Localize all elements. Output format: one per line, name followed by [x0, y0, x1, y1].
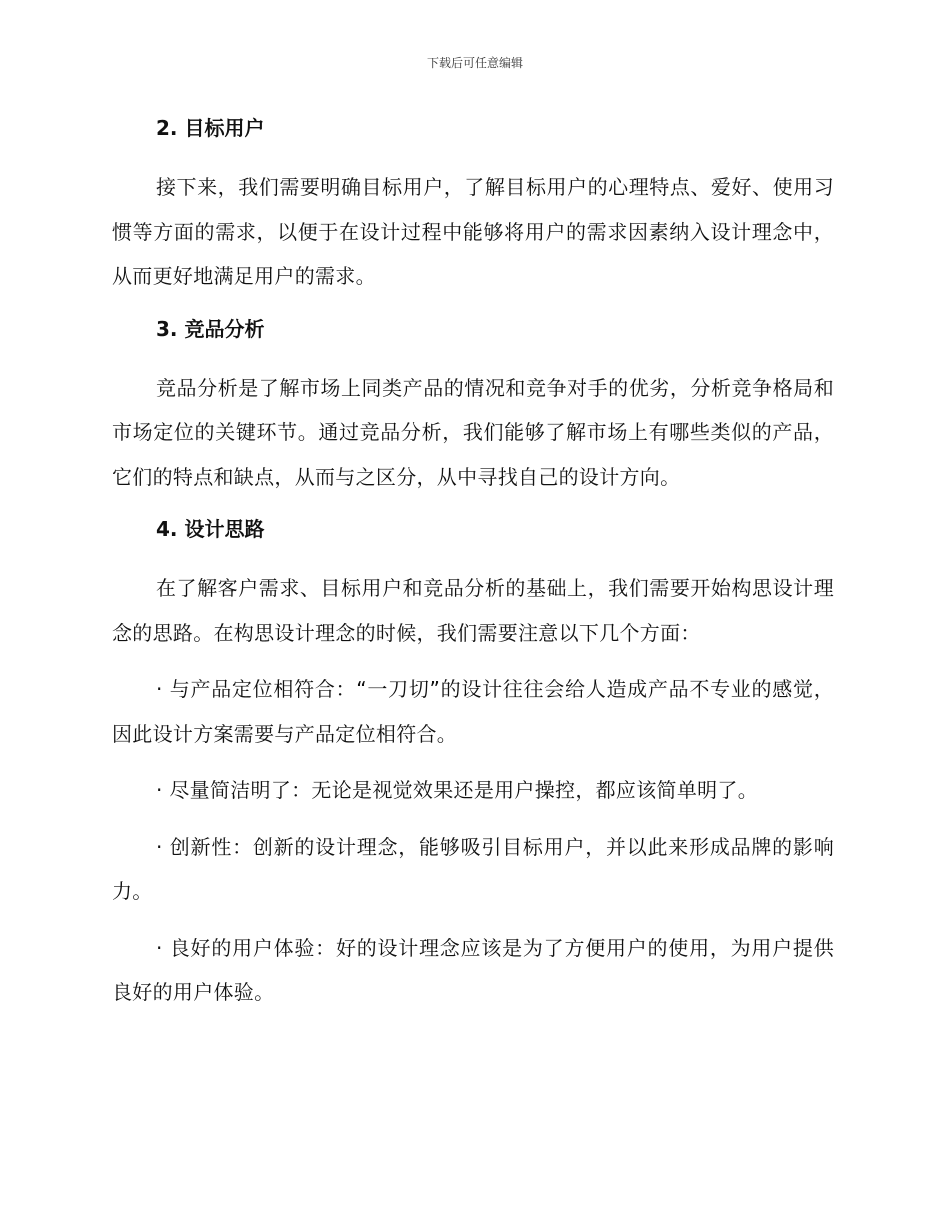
list-item-product-positioning: · 与产品定位相符合：“一刀切”的设计往往会给人造成产品不专业的感觉，因此设计方案需要与产品定位相符合。 [112, 677, 834, 746]
list-item-user-experience: · 良好的用户体验：好的设计理念应该是为了方便用户的使用，为用户提供良好的用户体验。 [112, 935, 834, 1004]
header-note: 下载后可任意编辑 [426, 56, 523, 70]
paragraph-target-users: 接下来，我们需要明确目标用户，了解目标用户的心理特点、爱好、使用习惯等方面的需求，以便于在设计过程中能够将用户的需求因素纳入设计理念中，从而更好地满足用户的需求。 [112, 175, 834, 288]
document-content [112, 110, 834, 1027]
heading-competitor-analysis: 3. 竞品分析 [156, 316, 265, 341]
heading-target-users: 2. 目标用户 [156, 116, 265, 140]
paragraph-design-ideas: 在了解客户需求、目标用户和竞品分析的基础上，我们需要开始构思设计理念的思路。在构思设计理念的时候，我们需要注意以下几个方面： [112, 576, 834, 645]
heading-design-ideas: 4. 设计思路 [156, 517, 265, 541]
list-item-simplicity: · 尽量简洁明了：无论是视觉效果还是用户操控，都应该简单明了。 [156, 778, 759, 802]
paragraph-competitor-analysis: 竞品分析是了解市场上同类产品的情况和竞争对手的优劣，分析竞争格局和市场定位的关键环节。通过竞品分析，我们能够了解市场上有哪些类似的产品，它们的特点和缺点，从而与之区分，从中寻找自己的设计方向。 [112, 375, 834, 489]
list-item-innovation: · 创新性：创新的设计理念，能够吸引目标用户，并以此来形成品牌的影响力。 [112, 834, 834, 903]
